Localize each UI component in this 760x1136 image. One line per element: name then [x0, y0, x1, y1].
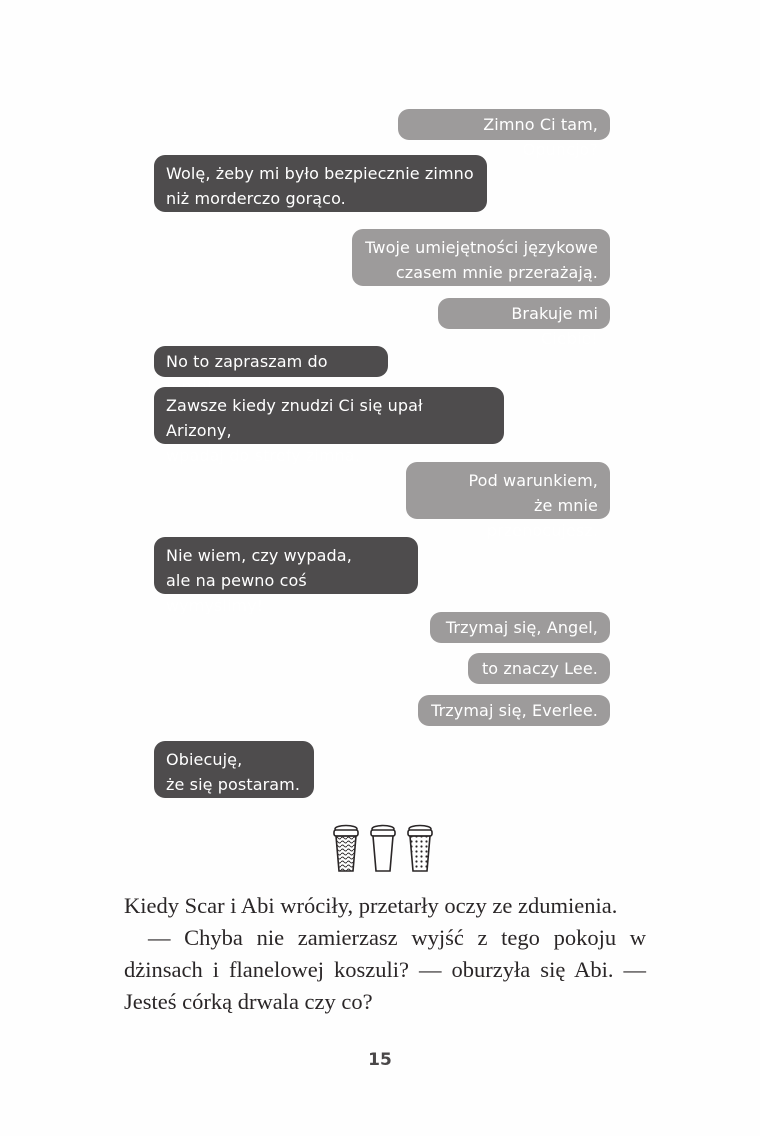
coffee-cup-icon — [408, 826, 432, 872]
paragraph: — Chyba nie zamierzasz wyjść z tego pokoju w dżinsach i flanelowej koszuli? — oburzyła się Abi. — Jesteś córką drwala czy co? — [124, 925, 646, 1014]
body-text — [124, 890, 646, 1018]
message-bubble-incoming: Zawsze kiedy znudzi Ci się upał Arizony, wpadaj do strefy zimna. — [154, 387, 504, 444]
message-bubble-incoming: Obiecuję, że się postaram. — [154, 741, 314, 798]
coffee-cup-icon — [371, 826, 395, 872]
message-bubble-outgoing: Trzymaj się, Angel, — [430, 612, 610, 643]
message-bubble-incoming: No to zapraszam do — [154, 346, 388, 377]
message-bubble-outgoing: Twoje umiejętności językowe czasem mnie przerażają. — [352, 229, 610, 286]
message-bubble-outgoing: Zimno Ci tam, Opuncjo? — [398, 109, 610, 140]
paragraph: Kiedy Scar i Abi wróciły, przetarły oczy ze zdumienia. — [124, 893, 618, 918]
page-number: 15 — [368, 1050, 392, 1070]
message-bubble-outgoing: to znaczy Lee. — [468, 653, 610, 684]
message-bubble-incoming: Nie wiem, czy wypada, ale na pewno coś wymyślimy! — [154, 537, 418, 594]
message-bubble-outgoing: Pod warunkiem, że mnie przenocujesz. — [406, 462, 610, 519]
message-bubble-outgoing: Trzymaj się, Everlee. — [418, 695, 610, 726]
message-bubble-outgoing: Brakuje mi Ciebie! — [438, 298, 610, 329]
coffee-cup-icon — [334, 826, 358, 872]
three-coffee-cups-icon — [329, 824, 437, 874]
message-bubble-incoming: Wolę, żeby mi było bezpiecznie zimno niż morderczo gorąco. — [154, 155, 487, 212]
